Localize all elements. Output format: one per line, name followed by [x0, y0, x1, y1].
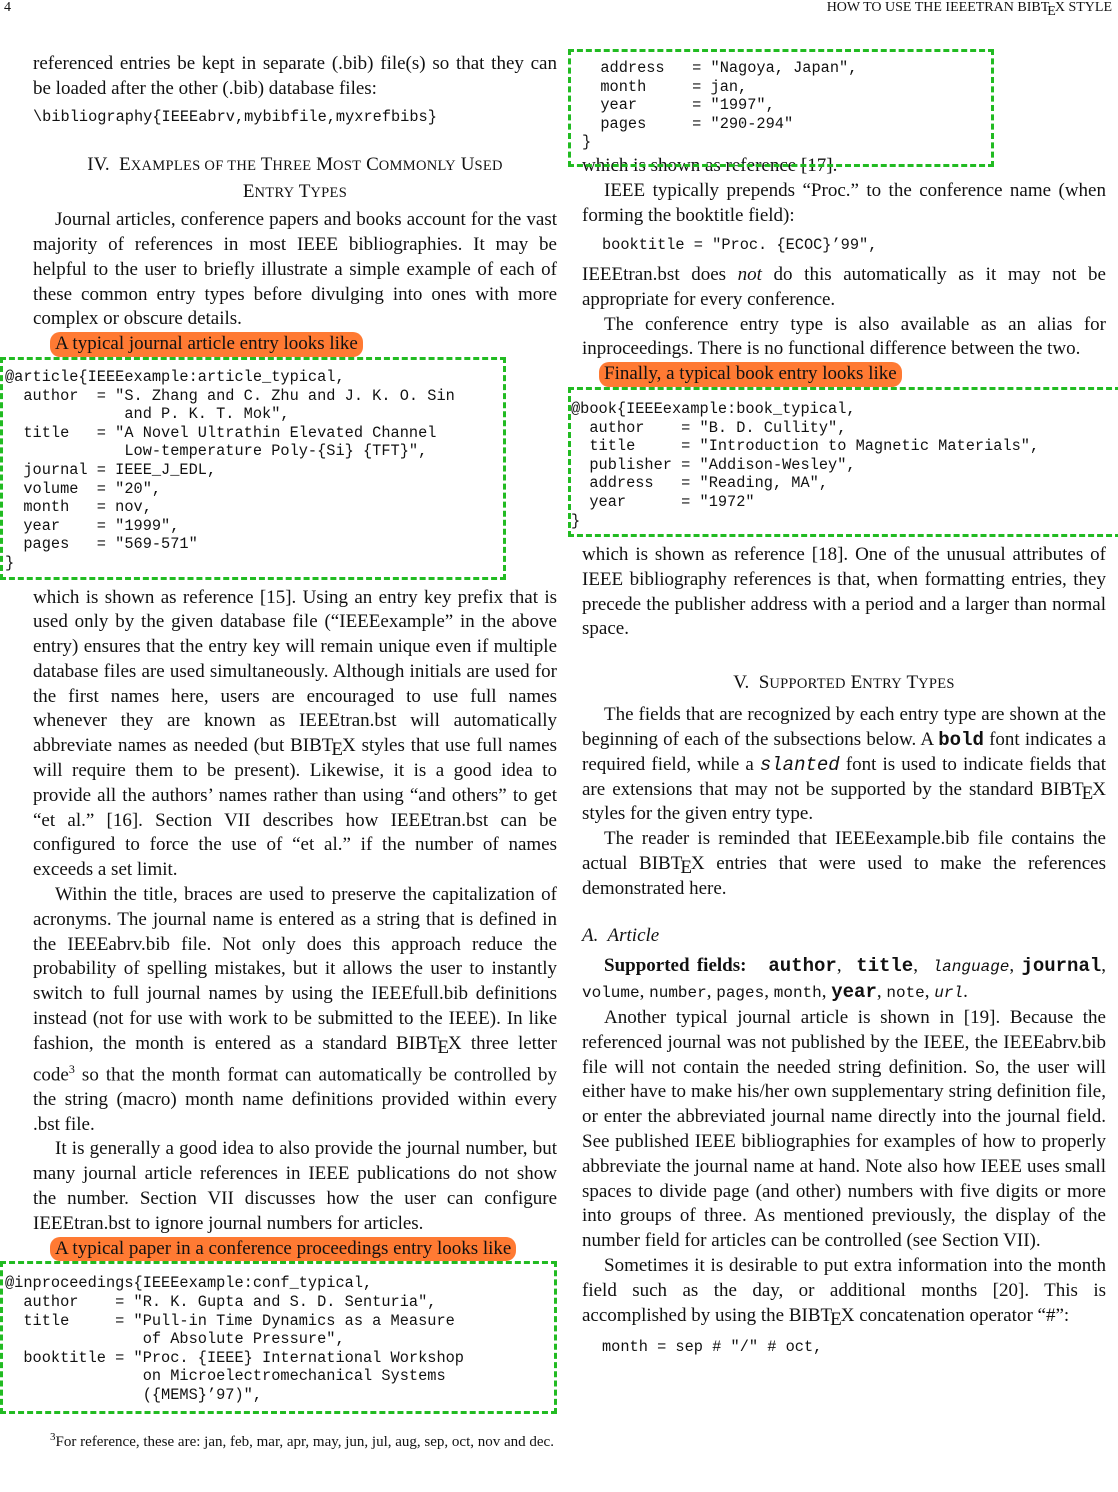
para-alias: The conference entry type is also available as an alias for inproceedings. There is no functional difference between the two.	[582, 313, 1106, 360]
code-line: and P. K. T. Mok",	[5, 405, 290, 424]
para-ref15: which is shown as reference [15]. Using an entry key prefix that is used only by the given database file (“IEEEexample” in the above entry) ensures that the entry key will remain unique even if multiple database files are used simultaneously. Although initials are used for the first names here, users are encouraged to use full names whenever they are known as IEEEtran.bst will automatically abbreviate names as needed (but BIBTEX styles that use full names will require them to be present). Likewise, it is a good idea to provide all the authors’ names rather than using “and others” to get “et al.” [16]. Section VII describes how IEEEtran.bst can be configured to force the use of “et al.” if the number of names exceeds a set limit.	[33, 586, 557, 881]
section-iv-intro: Journal articles, conference papers and books account for the vast majority of references in most IEEE bibliographies. It may be helpful to the user to briefly illustrate a simple example of each of these common entry types before divulging into ones with more complex or obscure details.	[33, 209, 557, 330]
highlight-book: Finally, a typical book entry looks like	[599, 362, 902, 387]
code-line: title = "Introduction to Magnetic Materials",	[571, 437, 1040, 456]
para-month-concat: Sometimes it is desirable to put extra information into the month field such as the day, or additional months [20]. This is accomplished by using the BIBTEX concatenation operator “#”:	[582, 1255, 1106, 1330]
para-ref17: which is shown as reference [17].	[582, 154, 838, 176]
para-not-automatic: IEEEtran.bst does not do this automatically as it may not be appropriate for every conference.	[582, 263, 1106, 310]
right-column	[571, 52, 1107, 1357]
left-column	[5, 52, 557, 1451]
running-title: HOW TO USE THE IEEETRAN BIBTEX STYLE	[826, 0, 1112, 19]
code-line: year = "1972"	[571, 492, 755, 511]
code-line: on Microelectromechanical Systems	[5, 1367, 446, 1386]
code-line: journal = IEEE_J_EDL,	[5, 460, 217, 479]
code-line: month = nov,	[5, 498, 152, 517]
code-line: month = jan,	[582, 77, 748, 96]
code-line: address = "Nagoya, Japan",	[582, 59, 858, 77]
para-title-braces: Within the title, braces are used to preserve the capitalization of acronyms. The journal name is entered as a string that is defined in the IEEEabrv.bib file. Not only does this approach reduce the probability of spelling mistakes, but it allows the user to instantly switch to full journal names by using the IEEEfull.bib definitions instead (not for use with work to be submitted to the IEEE). In like fashion, the month is entered as a standard BIBTEX three letter code$^3$ so that the month format can automatically be controlled by the string (macro) month name definitions provided within every .bst file.	[33, 884, 557, 1135]
code-line: ({MEMS}’97)",	[5, 1385, 263, 1404]
para-ref18: which is shown as reference [18]. One of the unusual attributes of IEEE bibliography references is that, when formatting entries, they precede the publisher address with a period and a larger than normal space.	[582, 544, 1106, 640]
para-fields: The fields that are recognized by each entry type are shown at the beginning of each of the subsections below. A bold font indicates a required field, while a slanted font is used to indicate fields that are extensions that may not be supported by the standard BIBTEX styles for the given entry type.	[582, 704, 1106, 825]
code-line: booktitle = "Proc. {IEEE} International Workshop	[5, 1348, 464, 1367]
code-line: address = "Reading, MA",	[571, 474, 829, 493]
code-line: @article{IEEEexample:article_typical,	[5, 367, 345, 386]
para-journal-number: It is generally a good idea to also provide the journal number, but many journal article references in IEEE publications do not show the number. Section VII discusses how the user can configure IEEEtran.bst to ignore journal numbers for articles.	[33, 1138, 557, 1234]
booktitle-example: booktitle = "Proc. {ECOC}’99",	[602, 236, 878, 255]
footnote-3: $^3$For reference, these are: jan, feb, mar, apr, may, jun, jul, aug, sep, oct, nov and dec.	[50, 1430, 554, 1450]
code-line: title = "A Novel Ultrathin Elevated Channel	[5, 423, 437, 442]
code-line: author = "B. D. Cullity",	[571, 418, 847, 437]
code-line: of Absolute Pressure",	[5, 1330, 345, 1349]
code-line: pages = "569-571"	[5, 535, 198, 554]
code-line: @inproceedings{IEEEexample:conf_typical,	[5, 1274, 373, 1293]
code-line: }	[571, 511, 581, 530]
code-line: @book{IEEEexample:book_typical,	[571, 399, 856, 418]
book-bib-box	[568, 387, 1118, 537]
section-heading-iv: IV. EXAMPLES OF THE THREE MOST COMMONLY USED ENTRY TYPES	[87, 154, 503, 203]
conference-code	[3, 1274, 554, 1404]
subsection-a-heading: A. Article	[582, 924, 660, 946]
bibliography-command: \bibliography{IEEEabrv,mybibfile,myxrefbibs}	[33, 107, 437, 126]
supported-fields: Supported fields: author, title, language, journal, volume, number, pages, month, year, note, url.	[582, 955, 1107, 1004]
book-code	[571, 400, 1118, 530]
code-line: year = "1997",	[582, 96, 775, 115]
para-another-article: Another typical journal article is shown in [19]. Because the referenced journal was not published by the IEEE, the IEEEabrv.bib file will not contain the needed string definition. So, the user will either have to make his/her own supplementary string definition file, or enter the abbreviated journal name directly into the journal field. See published IEEE bibliographies for examples of how to properly abbreviate the journal name at hand. Note also how IEEE uses small spaces to divide page (and other) numbers with five digits or more into groups of three. As mentioned previously, the display of the number field for articles can be controlled (see Section VII).	[582, 1007, 1106, 1252]
code-line: publisher = "Addison-Wesley",	[571, 455, 856, 474]
code-line: author = "S. Zhang and C. Zhu and J. K. O. Sin	[5, 386, 455, 405]
page-number: 4	[4, 0, 11, 15]
highlight-article: A typical journal article entry looks like	[50, 332, 363, 357]
code-line: }	[5, 553, 15, 572]
code-line: volume = "20",	[5, 479, 162, 498]
intro-paragraph: referenced entries be kept in separate (.bib) file(s) so that they can be loaded after the other (.bib) database files:	[33, 53, 557, 99]
code-line: Low-temperature Poly-{Si} {TFT}",	[5, 442, 428, 461]
code-line: pages = "290-294"	[582, 114, 794, 133]
code-line: author = "R. K. Gupta and S. D. Senturia",	[5, 1292, 437, 1311]
code-line: title = "Pull-in Time Dynamics as a Measure	[5, 1311, 455, 1330]
highlight-conference: A typical paper in a conference proceedings entry looks like	[50, 1237, 516, 1262]
section-heading-v: V. SUPPORTED ENTRY TYPES	[733, 672, 955, 694]
article-code	[3, 368, 503, 573]
code-line: }	[582, 133, 592, 152]
article-bib-box	[0, 357, 506, 580]
code-line: year = "1999",	[5, 516, 180, 535]
month-example: month = sep # "/" # oct,	[602, 1338, 823, 1357]
conference-code-continued	[582, 52, 1106, 152]
para-proc: IEEE typically prepends “Proc.” to the conference name (when forming the booktitle field):	[582, 179, 1106, 226]
para-reader: The reader is reminded that IEEEexample.bib file contains the actual BIBTEX entries that were used to make the references demonstrated here.	[582, 828, 1107, 899]
conference-bib-box	[0, 1261, 557, 1413]
